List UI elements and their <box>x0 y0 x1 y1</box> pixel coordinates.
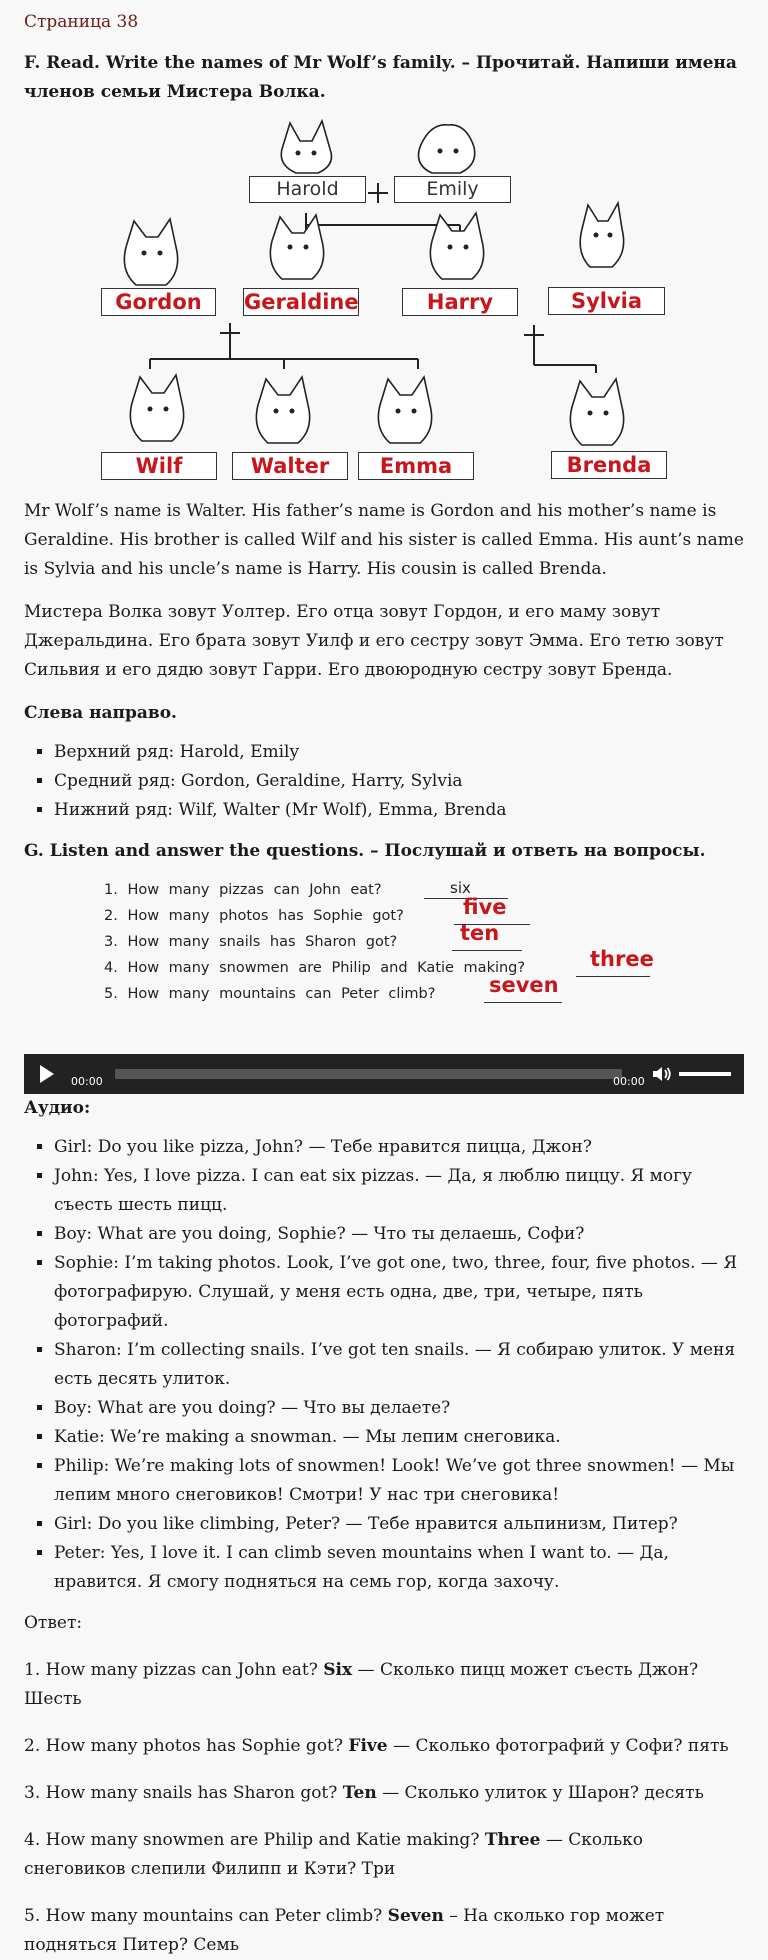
name-box-brenda: Brenda <box>551 451 667 479</box>
name-box-wilf: Wilf <box>101 452 217 480</box>
question-1: 1. How many pizzas can John eat? <box>104 882 382 898</box>
list-item: ▪ Boy: What are you doing, Sophie? — Что ты делаешь, Софи? <box>54 1220 744 1249</box>
answer-line-4 <box>576 976 650 977</box>
list-item: ▪ Philip: We’re making lots of snowmen! Look! We’ve got three snowmen! — Мы лепим много снеговиков! Смотри! У нас три снеговика! <box>54 1452 744 1510</box>
question-5: 5. How many mountains can Peter climb? <box>104 986 436 1002</box>
answer-3: ten <box>460 921 500 945</box>
name-box-geraldine: Geraldine <box>244 290 359 314</box>
text-english: Mr Wolf’s name is Walter. His father’s name is Gordon and his mother’s name is Geraldine. His brother is called Wilf and his sister is called Emma. His aunt’s name is Sylvia and his uncle’s name is Harry. His cousin is called Brenda. <box>24 501 744 579</box>
name-box-gordon: Gordon <box>101 288 216 316</box>
audio-label: Аудио: <box>24 1098 91 1118</box>
question-2: 2. How many photos has Sophie got? <box>104 908 404 924</box>
answer-line-3 <box>452 950 522 951</box>
name-box-emma: Emma <box>358 452 474 480</box>
task-g-heading: G. Listen and answer the questions. – Послушай и ответь на вопросы. <box>24 841 706 861</box>
name-box-harold: Harold <box>249 176 366 203</box>
volume-slider[interactable] <box>679 1072 731 1076</box>
audio-transcript <box>24 1133 744 1597</box>
list-item: ▪ Peter: Yes, I love it. I can climb seven mountains when I want to. — Да, нравится. Я смогу подняться на семь гор, когда захочу. <box>54 1539 744 1597</box>
page-label: Страница 38 <box>24 12 139 32</box>
progress-track[interactable] <box>115 1069 622 1079</box>
duration: 00:00 <box>613 1075 645 1088</box>
wolf-portraits <box>124 121 623 445</box>
audio-player <box>24 1054 744 1094</box>
answer-2: five <box>463 895 507 919</box>
list-item: ▪ Boy: What are you doing? — Что вы делаете? <box>54 1394 744 1423</box>
list-item: ▪ John: Yes, I love pizza. I can eat six pizzas. — Да, я люблю пиццу. Я могу съесть шесть пицц. <box>54 1162 744 1220</box>
list-item: ▪ Girl: Do you like climbing, Peter? — Тебе нравится альпинизм, Питер? <box>54 1510 744 1539</box>
answer-item-4: 4. How many snowmen are Philip and Katie making? Three — Сколько снеговиков слепили Филипп и Кэти? Три <box>24 1830 644 1879</box>
list-item: ▪ Katie: We’re making a snowman. — Мы лепим снеговика. <box>54 1423 744 1452</box>
task-f-heading: F. Read. Write the names of Mr Wolf’s family. – Прочитай. Напиши имена членов семьи Мистера Волка. <box>24 53 737 102</box>
text-russian: Мистера Волка зовут Уолтер. Его отца зовут Гордон, и его маму зовут Джеральдина. Его брата зовут Уилф и его сестру зовут Эмма. Его тетю зовут Сильвия и его дядю зовут Гарри. Его двоюродную сестру зовут Бренда. <box>24 602 724 680</box>
list-item: ▪ Sophie: I’m taking photos. Look, I’ve got one, two, three, four, five photos. — Я фотографирую. Слушай, у меня есть одна, две, три, четыре, пять фотографий. <box>54 1249 744 1336</box>
family-tree <box>0 117 768 491</box>
volume-icon[interactable] <box>652 1065 672 1083</box>
list-item: ▪ Средний ряд: Gordon, Geraldine, Harry, Sylvia <box>54 767 744 796</box>
name-box-sylvia: Sylvia <box>548 287 665 315</box>
list-item: ▪ Верхний ряд: Harold, Emily <box>54 738 744 767</box>
answer-item-1: 1. How many pizzas can John eat? Six — Сколько пицц может съесть Джон? Шесть <box>24 1660 699 1709</box>
question-4: 4. How many snowmen are Philip and Katie making? <box>104 960 526 976</box>
name-box-walter: Walter <box>232 452 348 480</box>
name-box-harry: Harry <box>402 288 518 316</box>
list-item: ▪ Girl: Do you like pizza, John? — Тебе нравится пицца, Джон? <box>54 1133 744 1162</box>
answer-1: six <box>450 879 471 897</box>
list-item: ▪ Нижний ряд: Wilf, Walter (Mr Wolf), Emma, Brenda <box>54 796 744 825</box>
answer-4: three <box>590 947 654 971</box>
questions-worksheet <box>24 876 744 1044</box>
answer-5: seven <box>489 973 559 997</box>
name-box-emily: Emily <box>394 176 511 203</box>
list-item: ▪ Sharon: I’m collecting snails. I’ve got ten snails. — Я собираю улиток. У меня есть десять улиток. <box>54 1336 744 1394</box>
answer-label: Ответ: <box>24 1613 83 1633</box>
play-icon[interactable] <box>40 1065 54 1083</box>
answer-item-5: 5. How many mountains can Peter climb? Seven – На сколько гор может подняться Питер? Семь <box>24 1906 665 1955</box>
answer-item-3: 3. How many snails has Sharon got? Ten — Сколько улиток у Шарон? десять <box>24 1783 704 1803</box>
answer-item-2: 2. How many photos has Sophie got? Five — Сколько фотографий у Софи? пять <box>24 1736 729 1756</box>
current-time: 00:00 <box>71 1075 103 1088</box>
question-3: 3. How many snails has Sharon got? <box>104 934 398 950</box>
rows-list <box>24 738 744 825</box>
answer-line-5 <box>484 1002 562 1003</box>
left-to-right-label: Слева направо. <box>24 703 177 723</box>
